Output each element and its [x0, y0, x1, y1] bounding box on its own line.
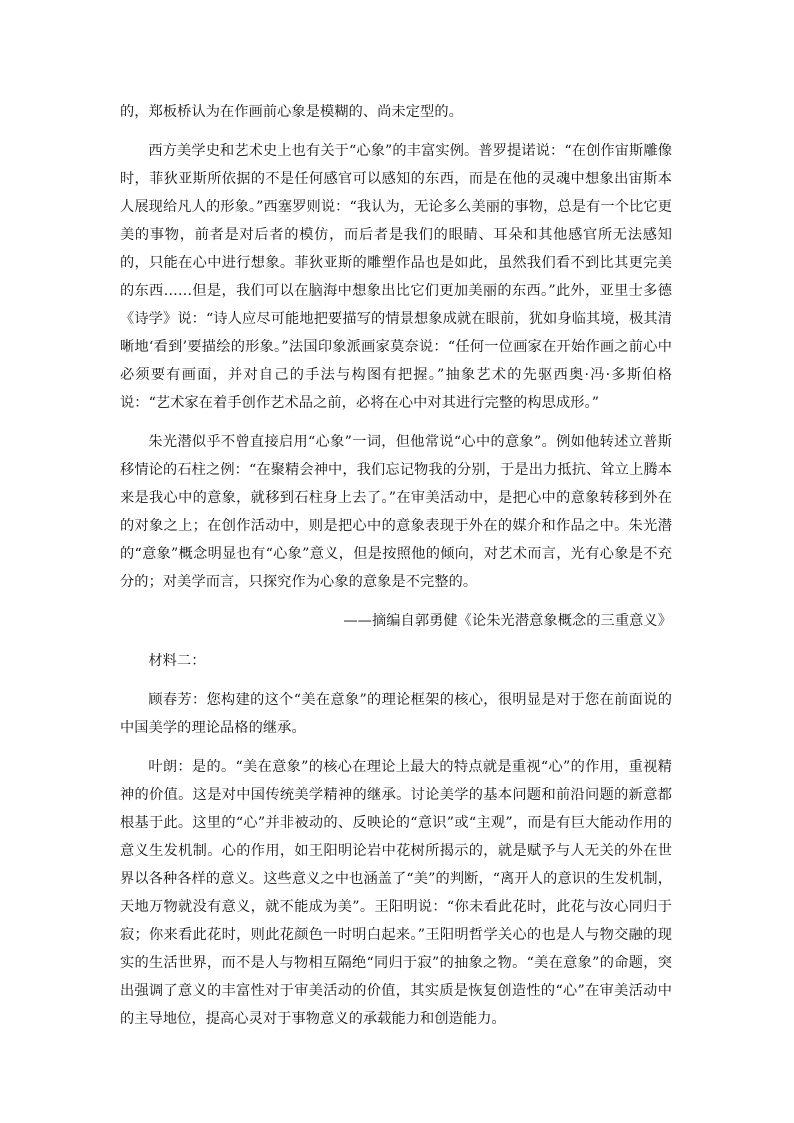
paragraph-gu-chunfang: 顾春芳：您构建的这个“美在意象”的理论框架的核心，很明显是对于您在前面说的中国美学的理论品格的继承。 [120, 692, 672, 736]
source-citation: ——摘编自郭勇健《论朱光潜意象概念的三重意义》 [343, 613, 672, 629]
material-two-heading: 材料二： [148, 653, 206, 669]
paragraph-western-aesthetics: 西方美学史和艺术史上也有关于“心象”的丰富实例。普罗提诺说：“在创作宙斯雕像时，菲狄亚斯所依据的不是任何感官可以感知的东西，而是在他的灵魂中想象出宙斯本人展现给凡人的形象。”西塞罗则说：“我认为，无论多么美丽的事物，总是有一个比它更美的事物，前者是对后者的模仿，而后者是我们的眼睛、耳朵和其他感官所无法感知的，只能在心中进行想象。菲狄亚斯的雕塑作品也是如此，虽然我们看不到比其更完美的东西……但是，我们可以在脑海中想象出比它们更加美丽的东西。”此外，亚里士多德《诗学》说：“诗人应尽可能地把要描写的情景想象成就在眼前，犹如身临其境，极其清晰地‘看到’要描绘的形象。”法国印象派画家莫奈说：“任何一位画家在开始作画之前心中必须要有画面，并对自己的手法与构图有把握。”抽象艺术的先驱西奥·冯·多斯伯格说：“艺术家在着手创作艺术品之前，必将在心中对其进行完整的构思成形。” [120, 143, 672, 411]
paragraph-continuation: 的，郑板桥认为在作画前心象是模糊的、尚未定型的。 [120, 104, 463, 120]
paragraph-zhu-guangqian: 朱光潜似乎不曾直接启用“心象”一词，但他常说“心中的意象”。例如他转述立普斯移情论的石柱之例：“在聚精会神中，我们忘记物我的分别，于是出力抵抗、耸立上腾本来是我心中的意象，就移到石柱身上去了。”在审美活动中，是把心中的意象转移到外在的对象之上；在创作活动中，则是把心中的意象表现于外在的媒介和作品之中。朱光潜的“意象”概念明显也有“心象”意义，但是按照他的倾向，对艺术而言，光有心象是不充分的；对美学而言，只探究作为心象的意象是不完整的。 [120, 434, 672, 590]
paragraph-ye-lang: 叶朗：是的。“美在意象”的核心在理论上最大的特点就是重视“心”的作用，重视精神的价值。这是对中国传统美学精神的继承。讨论美学的基本问题和前沿问题的新意都根基于此。这里的“心”并非被动的、反映论的“意识”或“主观”，而是有巨大能动作用的意义生发机制。心的作用，如王阳明论岩中花树所揭示的，就是赋予与人无关的外在世界以各种各样的意义。这些意义之中也涵盖了“美”的判断，“离开人的意识的生发机制，天地万物就没有意义，就不能成为美”。王阳明说：“你未看此花时，此花与汝心同归于寂；你来看此花时，则此花颜色一时明白起来。”王阳明哲学关心的也是人与物交融的现实的生活世界，而不是人与物相互隔绝“同归于寂”的抽象之物。“美在意象”的命题，突出强调了意义的丰富性对于审美活动的价值，其实质是恢复创造性的“心”在审美活动中的主导地位，提高心灵对于事物意义的承载能力和创造能力。 [120, 759, 672, 1027]
document-body [120, 98, 672, 1044]
